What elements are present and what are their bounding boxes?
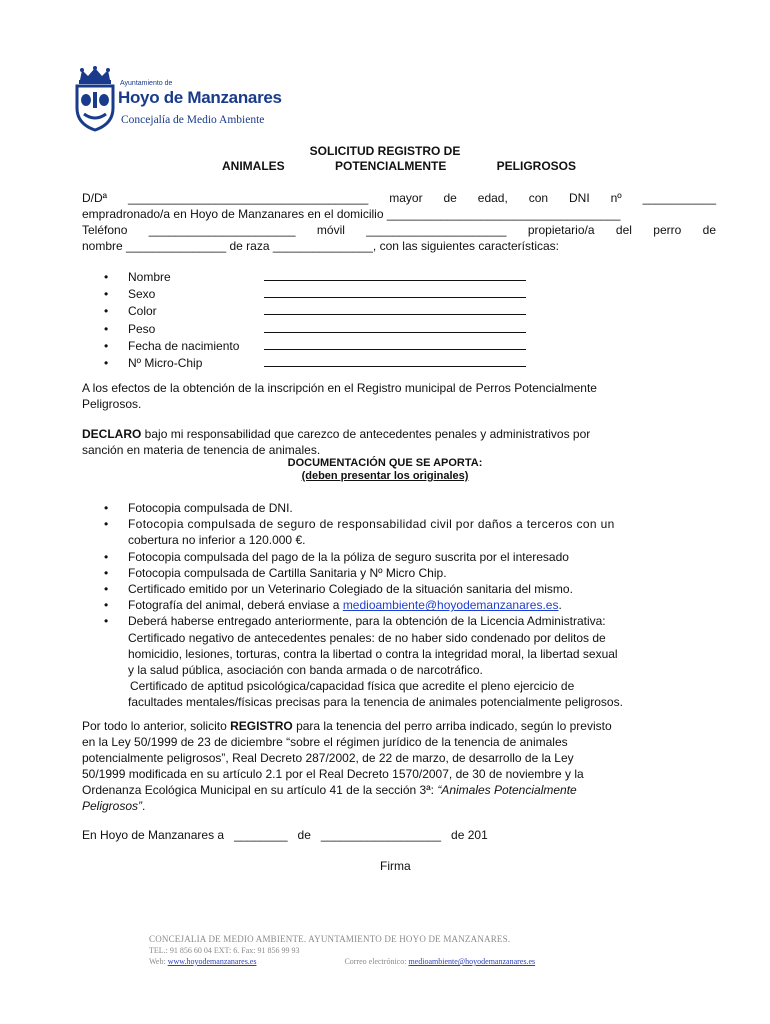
bullet: • [104,356,109,371]
document-item-text: Fotocopia compulsada de DNI. [128,501,293,515]
place-text: En Hoyo de Manzanares a [82,828,225,842]
list-item [104,565,716,581]
logo-small-text: Ayuntamiento de [120,80,173,87]
form-title-line1: SOLICITUD REGISTRO DE [309,144,461,158]
footer-email-link[interactable]: medioambiente@hoyodemanzanares.es [408,957,536,966]
declaro-bold: DECLARO [82,427,142,441]
document-item-text [128,613,716,710]
document-item-text: Certificado emitido por un Veterinario Colegiado de la situación sanitaria del mismo. [128,582,573,597]
document-item-text: Fotocopia compulsada del pago de la la póliza de seguro suscrita por el interesado [128,549,569,564]
doc-line: facultades mentales/físicas precisas para la tenencia de animales potencialmente peligrosos. [128,695,623,710]
feature-label: Nombre [128,270,171,284]
list-item [104,320,526,337]
coat-of-arms-icon [72,66,118,132]
footer-links [149,956,535,967]
request-text: Por todo lo anterior, solicito [82,719,231,733]
doc-line: Certificado de aptitud psicológica/capacidad física que acredite el pleno ejercicio de [130,679,575,694]
bullet: • [104,582,109,597]
request-text: para la tenencia del perro arriba indicado, según lo previsto [292,719,612,733]
word: de [702,223,716,237]
doc-text: Fotografía del animal, deberá enviase a [128,598,343,613]
effects-line-2: Peligrosos. [82,397,142,411]
bullet: • [104,270,109,284]
label-movil: móvil [316,223,345,237]
bullet: • [104,614,109,629]
word: DNI [569,191,590,205]
label-telefono: Teléfono [82,223,128,237]
name-field[interactable]: ____________________________________ [128,191,369,205]
list-item [104,613,716,710]
intro-line-2: empradronado/a en Hoyo de Manzanares en el domicilio ___________________________________ [82,207,621,221]
title-word-peligrosos: PELIGROSOS [496,159,576,173]
title-word-potencialmente: POTENCIALMENTE [334,159,447,173]
feature-field[interactable] [264,354,526,367]
list-item [104,268,526,285]
document-item-text: Fotocopia compulsada de Cartilla Sanitaria y Nº Micro Chip. [128,565,447,580]
doc-line-text: Fotocopia compulsada de seguro de responsabilidad civil por daños a terceros con un [128,517,615,532]
doc-line: Certificado negativo de antecedentes penales: de no haber sido condenado por delitos de [128,630,606,645]
request-line-5 [82,782,716,798]
feature-label: Peso [128,321,156,336]
footer-line-1: CONCEJALIA DE MEDIO AMBIENTE. AYUNTAMIENTO DE HOYO DE MANZANARES. [149,934,511,944]
request-paragraph [82,718,716,814]
month-field[interactable]: __________________ [320,828,442,842]
bullet: • [104,549,109,564]
footer [149,934,535,967]
feature-label: Sexo [128,287,156,302]
word: mayor [389,191,423,205]
bullet: • [104,517,109,532]
intro-line-4: nombre _______________ de raza _______________, con las siguientes características: [82,239,560,253]
request-line-3: potencialmente peligrosos”, Real Decreto 287/2002, de 22 de marzo, de desarrollo de la Ley [82,751,574,765]
feature-field[interactable] [264,320,526,333]
day-field[interactable]: ________ [234,828,288,842]
feature-field[interactable] [264,337,526,350]
feature-label: Nº Micro-Chip [128,356,203,371]
label-dd: D/Dª [82,191,108,205]
movil-field[interactable]: _____________________ [366,223,507,237]
request-bold: REGISTRO [230,719,293,733]
word: de [443,191,457,205]
word: perro [653,223,682,237]
date-place-row [82,828,488,842]
request-italic: Peligrosos” [82,799,143,813]
website-link[interactable]: www.hoyodemanzanares.es [167,957,257,966]
word: edad, [477,191,508,205]
request-text: Ordenanza Ecológica Municipal en su artículo 41 de la sección 3ª: [82,783,438,797]
request-line-2: en la Ley 50/1999 de 23 de diciembre “sobre el régimen jurídico de la tenencia de animales [82,735,568,749]
documentation-title: DOCUMENTACIÓN QUE SE APORTA: [287,457,483,469]
request-italic: “Animales Potencialmente [437,783,577,797]
document-item-text [128,516,716,548]
intro-paragraph [82,190,716,254]
bullet: • [104,287,109,302]
word: de [297,828,311,842]
bullet: • [104,501,109,515]
email-link[interactable]: medioambiente@hoyodemanzanares.es [342,598,559,613]
year-prefix: de 201 [451,828,488,842]
list-item [104,516,716,548]
form-title-line2 [222,159,576,173]
doc-line: Deberá haberse entregado anteriormente, para la obtención de la Licencia Administrativa: [128,614,606,629]
request-line-1 [82,718,716,734]
word: propietario/a [527,223,595,237]
feature-label: Fecha de nacimiento [128,338,240,353]
documentation-subtitle: (deben presentar los originales) [301,470,469,482]
bullet: • [104,598,109,613]
logo-department: Concejalía de Medio Ambiente [121,114,265,126]
feature-field[interactable] [264,285,526,298]
list-item [104,549,716,565]
bullet: • [104,321,109,336]
doc-line: homicidio, lesiones, torturas, contra la libertad o contra la integridad moral, la libertad sexual [128,646,618,661]
request-line-6 [82,798,716,814]
logo-name: Hoyo de Manzanares [118,88,282,107]
bullet: • [104,304,109,319]
intro-line-3 [82,222,716,238]
declaro-text: bajo mi responsabilidad que carezco de antecedentes penales y administrativos por [141,427,591,441]
intro-line-1 [82,190,716,206]
list-item [104,354,526,371]
dog-features-list [104,268,526,371]
feature-field[interactable] [264,302,526,315]
list-item [104,581,716,597]
request-line-4: 50/1999 modificada en su artículo 2.1 por el Real Decreto 1570/2007, de 30 de noviembre y la [82,767,584,781]
list-item [104,500,716,516]
doc-line [128,516,716,532]
list-item [104,597,716,613]
municipality-logo [72,66,292,136]
declaration-line-2: sanción en materia de tenencia de animales. [82,443,321,457]
feature-label: Color [128,304,157,319]
document-item-text [128,597,716,613]
effects-paragraph [82,380,716,412]
web-label: Web: [149,957,168,966]
dni-field[interactable]: ___________ [642,191,716,205]
declaration-paragraph [82,426,716,458]
documentation-heading [0,457,770,483]
feature-field[interactable] [264,268,526,281]
documents-list [104,500,716,711]
bullet: • [104,338,109,353]
list-item [104,337,526,354]
request-text: . [142,799,146,813]
word: del [615,223,632,237]
signature-label: Firma [380,859,411,873]
email-label: Correo electrónico: [344,957,409,966]
list-item [104,302,526,319]
bullet: • [104,565,109,580]
title-word-animales: ANIMALES [222,159,285,173]
effects-line-1: A los efectos de la obtención de la inscripción en el Registro municipal de Perros Potencialmente [82,381,597,395]
word: con [528,191,549,205]
list-item [104,285,526,302]
doc-line: y la salud pública, asociación con banda armada o de narcotráfico. [128,663,483,678]
declaration-line-1 [82,426,716,442]
footer-contact: TEL.: 91 856 60 04 EXT: 6. Fax: 91 856 99 93 [149,946,300,955]
telefono-field[interactable]: ______________________ [148,223,296,237]
doc-text: . [558,598,562,613]
doc-line: cobertura no inferior a 120.000 €. [128,533,306,548]
word: nº [610,191,622,205]
